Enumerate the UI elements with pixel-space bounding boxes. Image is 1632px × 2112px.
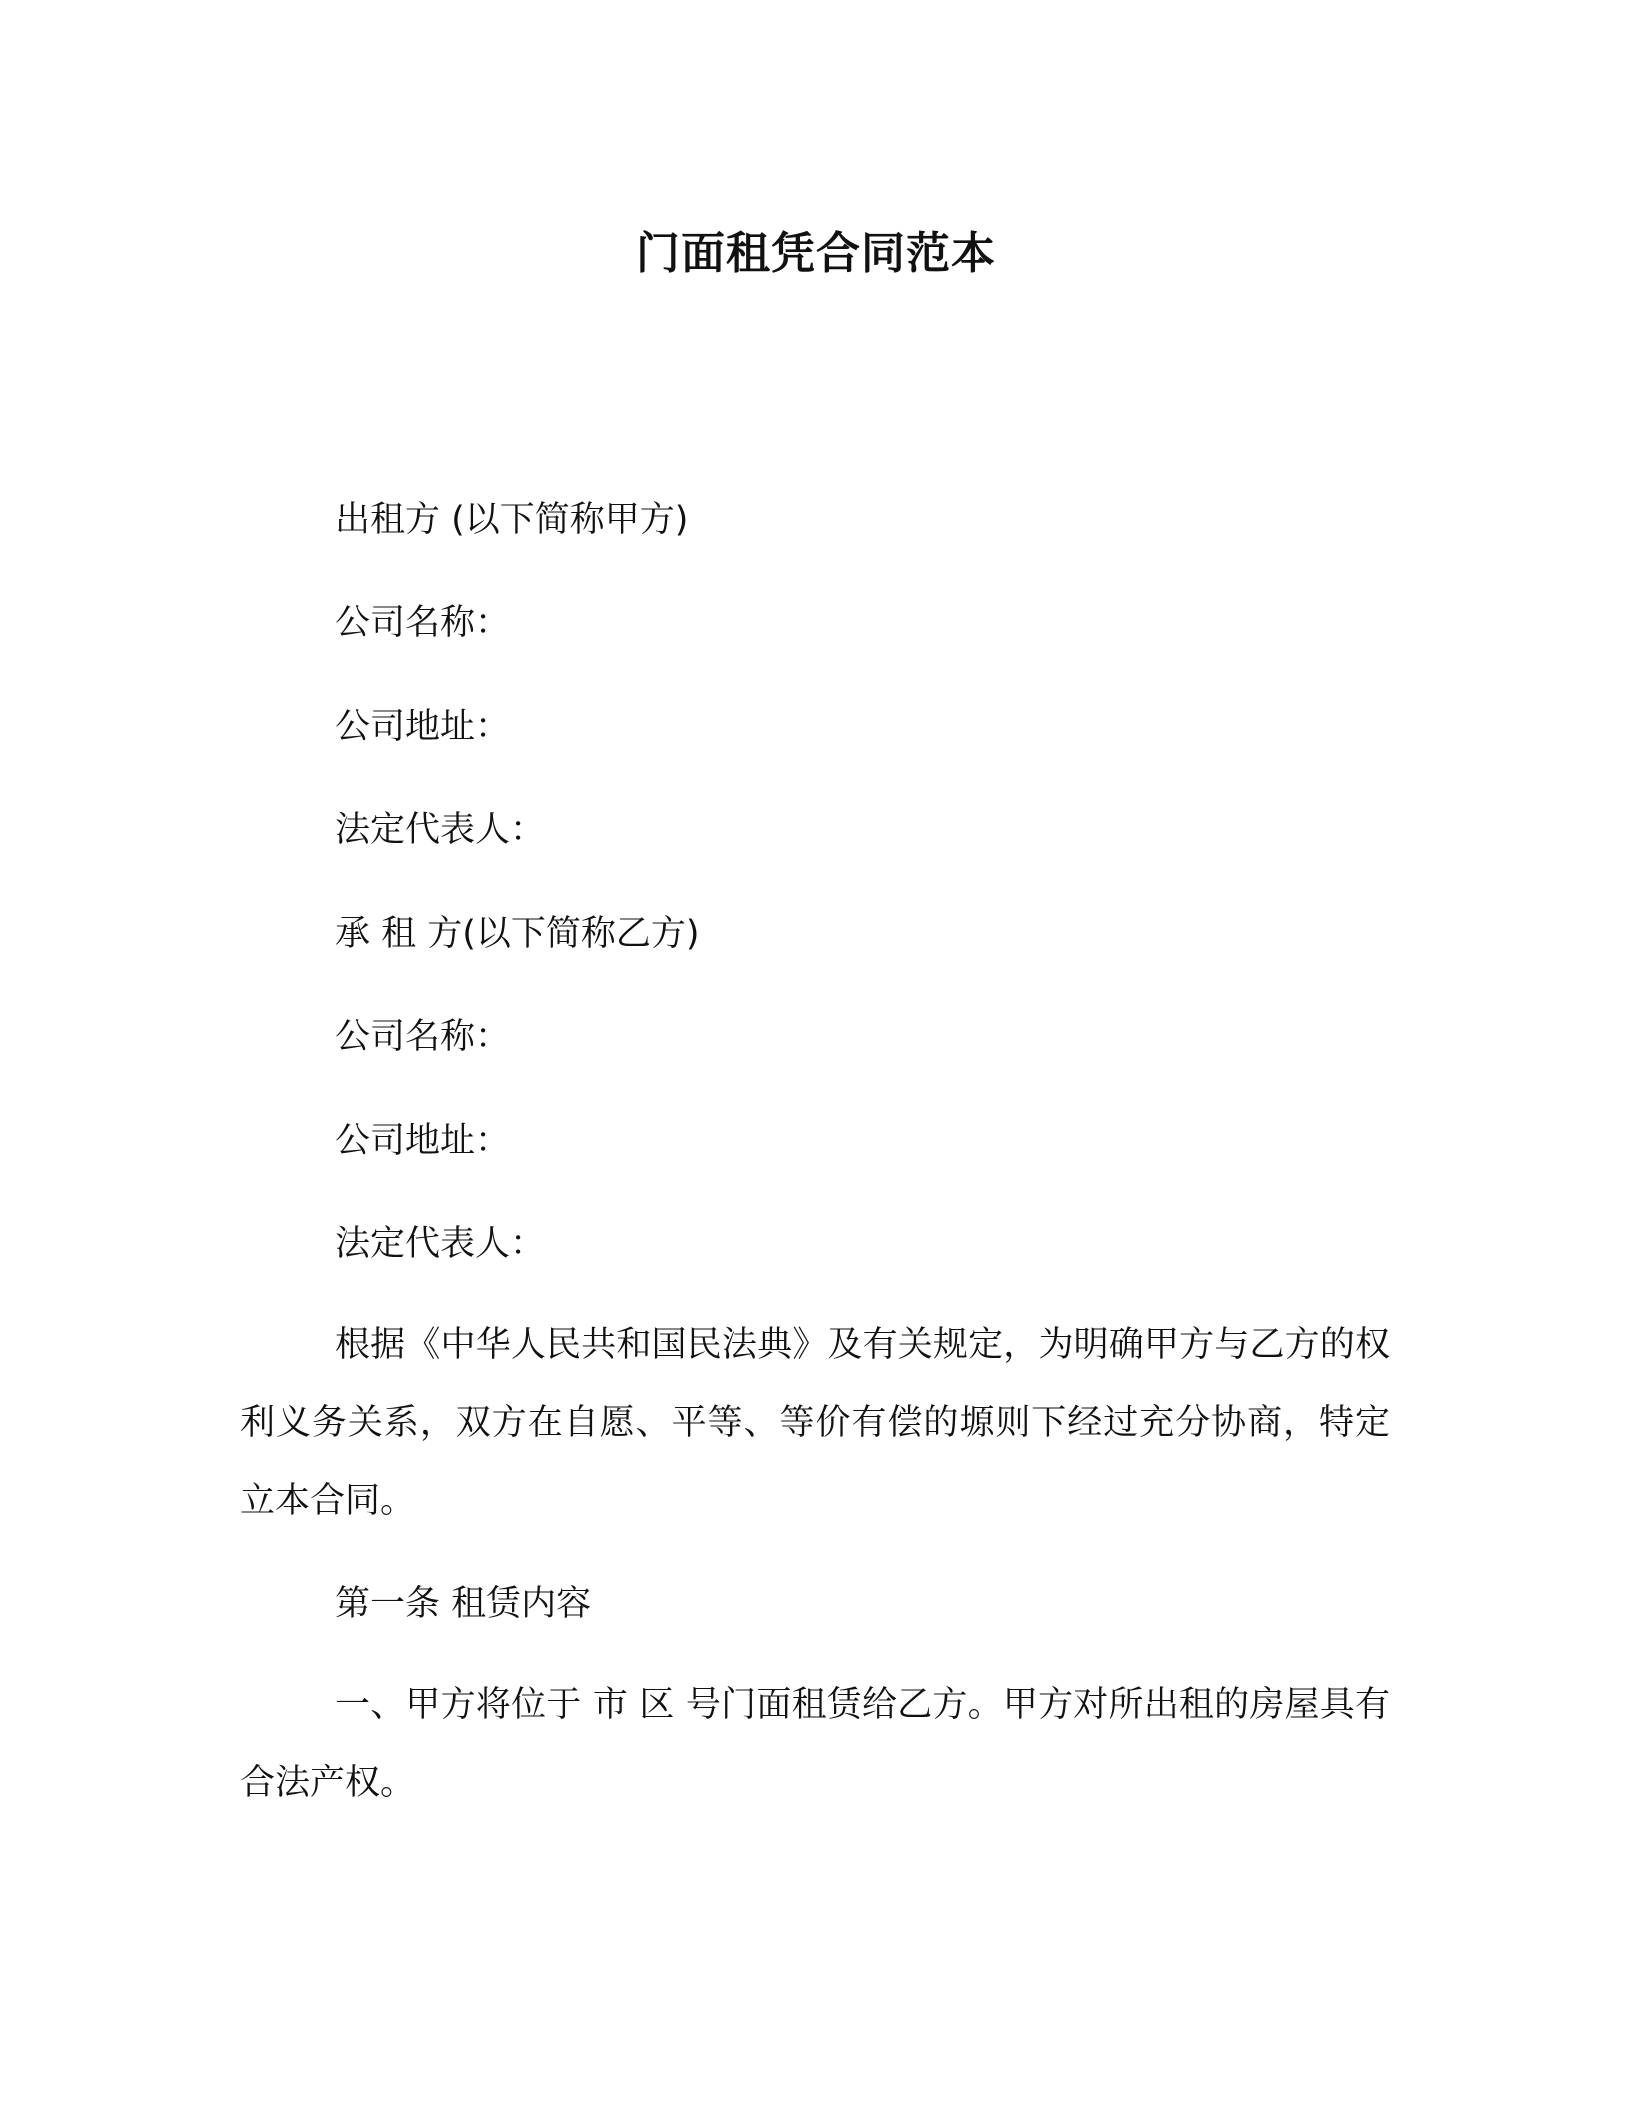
preamble-paragraph: 根据《中华人民共和国民法典》及有关规定，为明确甲方与乙方的权利义务关系，双方在自愿、平等、等价有偿的塬则下经过充分协商，特定立本合同。 xyxy=(240,1325,1390,1521)
lessor-company-address-label: 公司地址： xyxy=(335,707,511,747)
article1-clause1: 一、甲方将位于 市 区 号门面租赁给乙方。甲方对所出租的房屋具有合法产权。 xyxy=(240,1685,1390,1803)
lessor-heading: 出租方 (以下简称甲方) xyxy=(335,500,689,540)
lessee-legal-rep-label: 法定代表人： xyxy=(335,1224,546,1264)
lessee-heading: 承 租 方(以下简称乙方) xyxy=(335,914,700,954)
lessee-company-name-label: 公司名称： xyxy=(335,1017,511,1057)
lessee-company-address-label: 公司地址： xyxy=(335,1121,511,1161)
lessor-legal-rep-label: 法定代表人： xyxy=(335,810,546,850)
lessor-company-name-label: 公司名称： xyxy=(335,603,511,643)
article1-heading: 第一条 租赁内容 xyxy=(335,1584,592,1624)
document-title: 门面租凭合同范本 xyxy=(636,228,996,279)
